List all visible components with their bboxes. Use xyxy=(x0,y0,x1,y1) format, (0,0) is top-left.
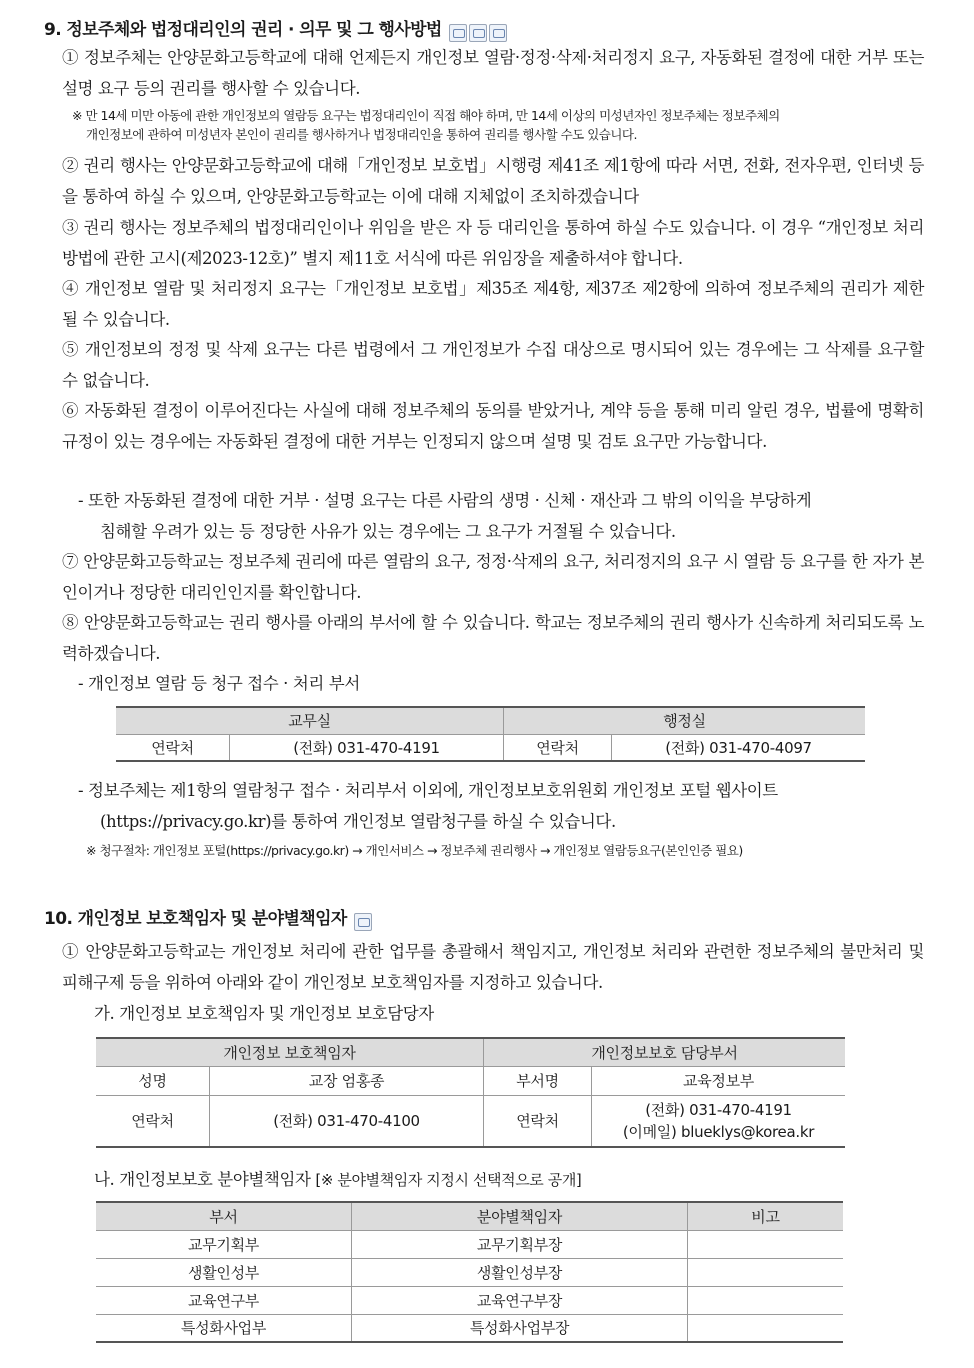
dash-1-line-2: 침해할 우려가 있는 등 정당한 사유가 있는 경우에는 그 요구가 거절될 수 있습니다. xyxy=(100,522,676,541)
table3-header-remarks: 비고 xyxy=(688,1202,844,1230)
table1-header-right: 행정실 xyxy=(504,707,866,734)
table1-contact-label-left: 연락처 xyxy=(116,734,230,761)
section-10-heading xyxy=(44,904,374,932)
person-icon xyxy=(469,24,487,42)
section-9-dash-2: - 개인정보 열람 등 청구 접수 · 처리 부서 xyxy=(78,674,360,693)
table2-right-phone: (전화) 031-470-4191 xyxy=(645,1100,792,1119)
table-row xyxy=(96,1258,843,1286)
table3-cell: 교육연구부장 xyxy=(352,1286,688,1314)
table1-right-phone: (전화) 031-470-4097 xyxy=(612,734,866,761)
section-10-sub-na xyxy=(94,1166,581,1190)
table3-cell xyxy=(688,1230,844,1258)
table2-right-contact xyxy=(592,1095,846,1147)
section-10-title: 10. 개인정보 보호책임자 및 분야별책임자 xyxy=(44,909,347,929)
table2-contact-label-left: 연락처 xyxy=(96,1095,210,1147)
section-9-note-1 xyxy=(72,106,924,144)
dash-3-line-1: - 정보주체는 제1항의 열람청구 접수 · 처리부서 이외에, 개인정보보호위원회 개인정보 포털 웹사이트 xyxy=(78,781,778,800)
field-officer-table xyxy=(96,1201,843,1343)
dash-3-line-2: (https://privacy.go.kr)를 통하여 개인정보 열람청구를 하실 수 있습니다. xyxy=(100,812,616,831)
sub-na-note: [※ 분야별책임자 지정시 선택적으로 공개] xyxy=(315,1171,582,1189)
table2-right-email: (이메일) blueklys@korea.kr xyxy=(622,1122,815,1141)
table-row xyxy=(96,1286,843,1314)
section-10-paragraph-1: ① 안양문화고등학교는 개인정보 처리에 관한 업무를 총괄해서 책임지고, 개인정보 처리와 관련한 정보주체의 불만처리 및 피해구제 등을 위하여 아래와 같이 개인정보 보호책임자를 지정하고 있습니다. xyxy=(62,942,924,992)
table2-header-left: 개인정보 보호책임자 xyxy=(96,1038,484,1066)
table2-name-value: 교장 엄홍종 xyxy=(210,1066,484,1095)
table3-cell: 특성화사업부 xyxy=(96,1314,352,1342)
table-row xyxy=(96,1230,843,1258)
section-9-paragraph-8: ⑧ 안양문화고등학교는 권리 행사를 아래의 부서에 할 수 있습니다. 학교는 정보주체의 권리 행사가 신속하게 처리되도록 노력하겠습니다. xyxy=(62,613,924,663)
speech-bubble-icon xyxy=(449,24,467,42)
table1-header-left: 교무실 xyxy=(116,707,504,734)
table3-header-officer: 분야별책임자 xyxy=(352,1202,688,1230)
section-9-dash-3 xyxy=(78,775,924,837)
table2-left-phone: (전화) 031-470-4100 xyxy=(210,1095,484,1147)
edit-icon xyxy=(489,24,507,42)
table1-contact-label-right: 연락처 xyxy=(504,734,612,761)
table2-header-right: 개인정보보호 담당부서 xyxy=(484,1038,846,1066)
table3-cell: 생활인성부장 xyxy=(352,1258,688,1286)
table3-cell xyxy=(688,1314,844,1342)
section-9-heading xyxy=(44,15,509,43)
dash-1-line-1: - 또한 자동화된 결정에 대한 거부 · 설명 요구는 다른 사람의 생명 · 신체 · 재산과 그 밖의 이익을 부당하게 xyxy=(78,491,812,510)
section-9-paragraph-4: ④ 개인정보 열람 및 처리정지 요구는「개인정보 보호법」제35조 제4항, 제37조 제2항에 의하여 정보주체의 권리가 제한 될 수 있습니다. xyxy=(62,279,924,329)
table2-name-label: 성명 xyxy=(96,1066,210,1095)
table3-header-dept: 부서 xyxy=(96,1202,352,1230)
section-9-paragraph-6: ⑥ 자동화된 결정이 이루어진다는 사실에 대해 정보주체의 동의를 받았거나, 계약 등을 통해 미리 알린 경우, 법률에 명확히 규정이 있는 경우에는 자동화된 결정에 대한 거부는 인정되지 않으며 설명 및 검토 요구만 가능합니다. xyxy=(62,401,924,451)
section-9-paragraph-2: ② 권리 행사는 안양문화고등학교에 대해「개인정보 보호법」시행령 제41조 제1항에 따라 서면, 전화, 전자우편, 인터넷 등을 통하여 하실 수 있으며, 안양문화고등학교는 이에 대해 지체없이 조치하겠습니다 xyxy=(62,156,924,206)
section-9-paragraph-1: ① 정보주체는 안양문화고등학교에 대해 언제든지 개인정보 열람·정정·삭제·처리정지 요구, 자동화된 결정에 대한 거부 또는 설명 요구 등의 권리를 행사할 수 있습니다. xyxy=(62,48,924,98)
shield-badge-icon xyxy=(354,913,372,931)
table-row xyxy=(96,1314,843,1342)
table3-cell: 교무기획부 xyxy=(96,1230,352,1258)
section-9-title: 9. 정보주체와 법정대리인의 권리 · 의무 및 그 행사방법 xyxy=(44,20,442,40)
section-9-paragraph-3: ③ 권리 행사는 정보주체의 법정대리인이나 위임을 받은 자 등 대리인을 통하여 하실 수도 있습니다. 이 경우 “개인정보 처리 방법에 관한 고시(제2023-12호)” 별지 제11호 서식에 따른 위임장을 제출하셔야 합니다. xyxy=(62,218,924,268)
section-9-paragraph-5: ⑤ 개인정보의 정정 및 삭제 요구는 다른 법령에서 그 개인정보가 수집 대상으로 명시되어 있는 경우에는 그 삭제를 요구할 수 없습니다. xyxy=(62,340,924,390)
section-9-note-2: ※ 청구절차: 개인정보 포털(https://privacy.go.kr) → 개인서비스 → 정보주체 권리행사 → 개인정보 열람등요구(본인인증 필요) xyxy=(86,843,743,858)
privacy-officer-table xyxy=(96,1037,845,1148)
table3-cell xyxy=(688,1258,844,1286)
table2-contact-label-right: 연락처 xyxy=(484,1095,592,1147)
table3-cell xyxy=(688,1286,844,1314)
section-9-dash-1 xyxy=(78,485,924,547)
sub-na-main: 나. 개인정보보호 분야별책임자 xyxy=(94,1170,316,1189)
table3-cell: 생활인성부 xyxy=(96,1258,352,1286)
table3-cell: 특성화사업부장 xyxy=(352,1314,688,1342)
section-9-icons xyxy=(449,23,509,43)
section-10-icons xyxy=(354,912,374,932)
table2-dept-value: 교육정보부 xyxy=(592,1066,846,1095)
note-1-line-1: ※ 만 14세 미만 아동에 관한 개인정보의 열람등 요구는 법정대리인이 직접 해야 하며, 만 14세 이상의 미성년자인 정보주체는 정보주체의 xyxy=(72,108,780,123)
table1-left-phone: (전화) 031-470-4191 xyxy=(230,734,504,761)
request-department-table xyxy=(116,706,865,762)
table3-cell: 교육연구부 xyxy=(96,1286,352,1314)
note-1-line-2: 개인정보에 관하여 미성년자 본인이 권리를 행사하거나 법정대리인을 통하여 권리를 행사할 수도 있습니다. xyxy=(86,127,637,142)
section-10-sub-ga: 가. 개인정보 보호책임자 및 개인정보 보호담당자 xyxy=(94,1004,434,1023)
table2-dept-label: 부서명 xyxy=(484,1066,592,1095)
section-9-paragraph-7: ⑦ 안양문화고등학교는 정보주체 권리에 따른 열람의 요구, 정정·삭제의 요구, 처리정지의 요구 시 열람 등 요구를 한 자가 본인이거나 정당한 대리인인지를 확인합니다. xyxy=(62,552,924,602)
table3-cell: 교무기획부장 xyxy=(352,1230,688,1258)
